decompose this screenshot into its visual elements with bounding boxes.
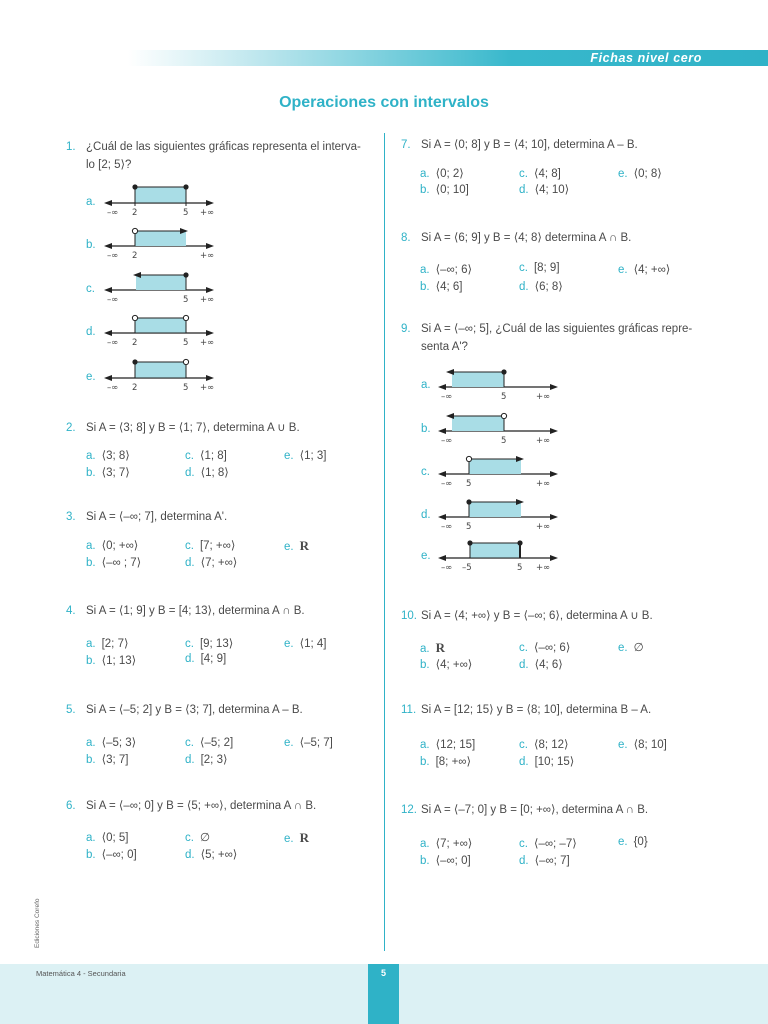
question-number: 5.	[66, 704, 76, 716]
option-e[interactable]: e. R	[284, 538, 309, 553]
number-line-9e	[434, 535, 564, 575]
question-number: 12.	[401, 804, 417, 816]
option-d[interactable]: d. ⟨4; 6⟩	[519, 659, 563, 671]
question-stem: Si A = ⟨4; +∞⟩ y B = ⟨–∞; 6⟩, determina A ∪ B.	[421, 610, 653, 622]
tick-label: –∞	[441, 479, 453, 489]
tick-label: 2	[132, 208, 138, 218]
number-line-1b	[100, 223, 220, 263]
graph-label: c.	[86, 283, 95, 295]
option-c[interactable]: c. [8; 9]	[519, 262, 560, 274]
option-c[interactable]: c. ⟨8; 12⟩	[519, 739, 569, 751]
option-a[interactable]: a. ⟨3; 8⟩	[86, 450, 130, 462]
number-line-9b	[434, 408, 564, 448]
number-line-1d	[100, 310, 220, 350]
option-e[interactable]: e. ⟨4; +∞⟩	[618, 264, 671, 276]
question-number: 1.	[66, 141, 76, 153]
graph-label: d.	[86, 326, 96, 338]
question-3	[66, 508, 376, 526]
option-a[interactable]: a. ⟨–5; 3⟩	[86, 737, 137, 749]
question-1	[66, 138, 376, 171]
graph-label: c.	[421, 466, 430, 478]
option-e[interactable]: e. R	[284, 830, 309, 845]
graph-label: e.	[421, 550, 431, 562]
tick-label: +∞	[536, 436, 551, 446]
tick-label: +∞	[536, 563, 551, 573]
option-d[interactable]: d. ⟨5; +∞⟩	[185, 849, 238, 861]
question-stem: Si A = [12; 15⟩ y B = ⟨8; 10], determina B – A.	[421, 704, 652, 716]
publisher-credit: Ediciones Corefo	[34, 898, 41, 948]
tick-label: –∞	[107, 295, 119, 305]
option-a[interactable]: a. [2; 7⟩	[86, 638, 129, 650]
option-a[interactable]: a. ⟨7; +∞⟩	[420, 838, 473, 850]
option-a[interactable]: a. ⟨–∞; 6⟩	[420, 264, 472, 276]
question-12	[401, 801, 731, 819]
tick-label: 5	[517, 563, 523, 573]
tick-label: +∞	[200, 295, 215, 305]
tick-label: 2	[132, 251, 138, 261]
tick-label: +∞	[536, 522, 551, 532]
option-d[interactable]: d. ⟨4; 10⟩	[519, 184, 570, 196]
option-e[interactable]: e. ⟨1; 3]	[284, 450, 327, 462]
option-d[interactable]: d. ⟨6; 8⟩	[519, 281, 563, 293]
graph-label: b.	[86, 239, 96, 251]
question-7	[401, 136, 721, 154]
graph-label: a.	[86, 196, 96, 208]
option-e[interactable]: e. ⟨1; 4]	[284, 638, 327, 650]
question-10	[401, 607, 731, 625]
option-b[interactable]: b. ⟨–∞; 0]	[420, 855, 471, 867]
option-a[interactable]: a. ⟨12; 15]	[420, 739, 476, 751]
question-number: 2.	[66, 422, 76, 434]
option-b[interactable]: b. ⟨4; 6]	[420, 281, 463, 293]
option-b[interactable]: b. [8; +∞⟩	[420, 756, 471, 768]
graph-label: b.	[421, 423, 431, 435]
question-stem: ¿Cuál de las siguientes gráficas representa el interva- lo [2; 5⟩?	[86, 141, 361, 171]
option-b[interactable]: b. ⟨0; 10]	[420, 184, 469, 196]
tick-label: +∞	[200, 338, 215, 348]
number-line-9a	[434, 364, 564, 404]
number-line-1e	[100, 355, 220, 395]
option-e[interactable]: e. {0}	[618, 836, 648, 848]
option-d[interactable]: d. ⟨1; 8⟩	[185, 467, 229, 479]
question-5	[66, 701, 376, 719]
question-4	[66, 602, 376, 620]
option-e[interactable]: e. ∅	[618, 642, 644, 654]
graph-label: a.	[421, 379, 431, 391]
graph-label: e.	[86, 371, 96, 383]
option-c[interactable]: c. ⟨–∞; –7⟩	[519, 838, 577, 850]
question-2	[66, 419, 376, 437]
tick-label: 5	[183, 338, 189, 348]
question-stem: Si A = ⟨–7; 0] y B = [0; +∞⟩, determina A ∩ B.	[421, 804, 649, 816]
question-8	[401, 229, 721, 247]
option-c[interactable]: c. ⟨4; 8]	[519, 168, 561, 180]
tick-label: –∞	[441, 436, 453, 446]
tick-label: 5	[466, 479, 472, 489]
option-d[interactable]: d. [4; 9]	[185, 653, 227, 665]
question-stem: Si A = ⟨–5; 2] y B = ⟨3; 7], determina A – B.	[86, 704, 303, 716]
tick-label: 5	[501, 392, 507, 402]
question-stem: Si A = ⟨0; 8] y B = ⟨4; 10], determina A – B.	[421, 139, 638, 151]
tick-label: 5	[183, 383, 189, 393]
graph-label: d.	[421, 509, 431, 521]
option-d[interactable]: d. ⟨7; +∞⟩	[185, 557, 238, 569]
question-number: 10.	[401, 610, 417, 622]
tick-label: +∞	[536, 392, 551, 402]
tick-label: +∞	[200, 383, 215, 393]
tick-label: –∞	[441, 563, 453, 573]
tick-label: –5	[462, 563, 472, 573]
question-number: 4.	[66, 605, 76, 617]
question-stem: Si A = ⟨–∞; 7], determina A'.	[86, 511, 228, 523]
option-b[interactable]: b. ⟨1; 13⟩	[86, 655, 137, 667]
number-line-1a	[100, 180, 220, 220]
option-a[interactable]: a. R	[420, 640, 445, 655]
option-e[interactable]: e. ⟨0; 8⟩	[618, 168, 662, 180]
page-title: Operaciones con intervalos	[279, 94, 489, 111]
tick-label: +∞	[536, 479, 551, 489]
option-e[interactable]: e. ⟨–5; 7]	[284, 737, 333, 749]
option-b[interactable]: b. ⟨4; +∞⟩	[420, 659, 473, 671]
question-stem: Si A = ⟨–∞; 5], ¿Cuál de las siguientes gráficas repre- senta A'?	[421, 323, 693, 353]
tick-label: –∞	[107, 383, 119, 393]
tick-label: +∞	[200, 251, 215, 261]
number-line-9d	[434, 494, 564, 534]
question-stem: Si A = ⟨6; 9] y B = ⟨4; 8⟩ determina A ∩ B.	[421, 232, 632, 244]
tick-label: –∞	[107, 251, 119, 261]
option-c[interactable]: c. ∅	[185, 832, 210, 844]
option-c[interactable]: c. [9; 13⟩	[185, 638, 234, 650]
header-title: Fichas nivel cero	[590, 51, 702, 65]
question-stem: Si A = ⟨3; 8] y B = ⟨1; 7⟩, determina A ∪ B.	[86, 422, 300, 434]
option-c[interactable]: c. ⟨–5; 2]	[185, 737, 234, 749]
option-b[interactable]: b. ⟨–∞ ; 7⟩	[86, 557, 142, 569]
column-divider	[384, 133, 385, 951]
question-6	[66, 797, 376, 815]
option-b[interactable]: b. ⟨–∞; 0]	[86, 849, 137, 861]
page-number: 5	[380, 968, 386, 978]
option-e[interactable]: e. ⟨8; 10]	[618, 739, 667, 751]
option-a[interactable]: a. ⟨0; 5]	[86, 832, 129, 844]
option-b[interactable]: b. ⟨3; 7]	[86, 754, 129, 766]
number-line-1c	[100, 267, 220, 307]
tick-label: –∞	[441, 392, 453, 402]
tick-label: 5	[183, 295, 189, 305]
question-number: 8.	[401, 232, 411, 244]
footer-course: Matemática 4 - Secundaria	[36, 969, 126, 978]
question-number: 6.	[66, 800, 76, 812]
option-c[interactable]: c. ⟨–∞; 6⟩	[519, 642, 571, 654]
tick-label: 5	[183, 208, 189, 218]
number-line-9c	[434, 451, 564, 491]
question-number: 9.	[401, 323, 411, 335]
option-a[interactable]: a. ⟨0; +∞⟩	[86, 540, 139, 552]
option-c[interactable]: c. ⟨1; 8]	[185, 450, 227, 462]
question-11	[401, 701, 731, 719]
question-number: 3.	[66, 511, 76, 523]
tick-label: 2	[132, 338, 138, 348]
tick-label: –∞	[441, 522, 453, 532]
question-stem: Si A = ⟨1; 9] y B = [4; 13⟩, determina A ∩ B.	[86, 605, 305, 617]
tick-label: 5	[466, 522, 472, 532]
option-b[interactable]: b. ⟨3; 7⟩	[86, 467, 130, 479]
option-d[interactable]: d. [2; 3⟩	[185, 754, 228, 766]
tick-label: 5	[501, 436, 507, 446]
tick-label: –∞	[107, 338, 119, 348]
option-c[interactable]: c. [7; +∞⟩	[185, 540, 236, 552]
option-a[interactable]: a. ⟨0; 2⟩	[420, 168, 464, 180]
tick-label: 2	[132, 383, 138, 393]
option-d[interactable]: d. [10; 15⟩	[519, 756, 575, 768]
tick-label: +∞	[200, 208, 215, 218]
question-number: 11.	[401, 704, 417, 716]
option-d[interactable]: d. ⟨–∞; 7]	[519, 855, 570, 867]
question-number: 7.	[401, 139, 411, 151]
tick-label: –∞	[107, 208, 119, 218]
question-stem: Si A = ⟨–∞; 0] y B = ⟨5; +∞⟩, determina A ∩ B.	[86, 800, 317, 812]
question-9	[401, 320, 721, 353]
